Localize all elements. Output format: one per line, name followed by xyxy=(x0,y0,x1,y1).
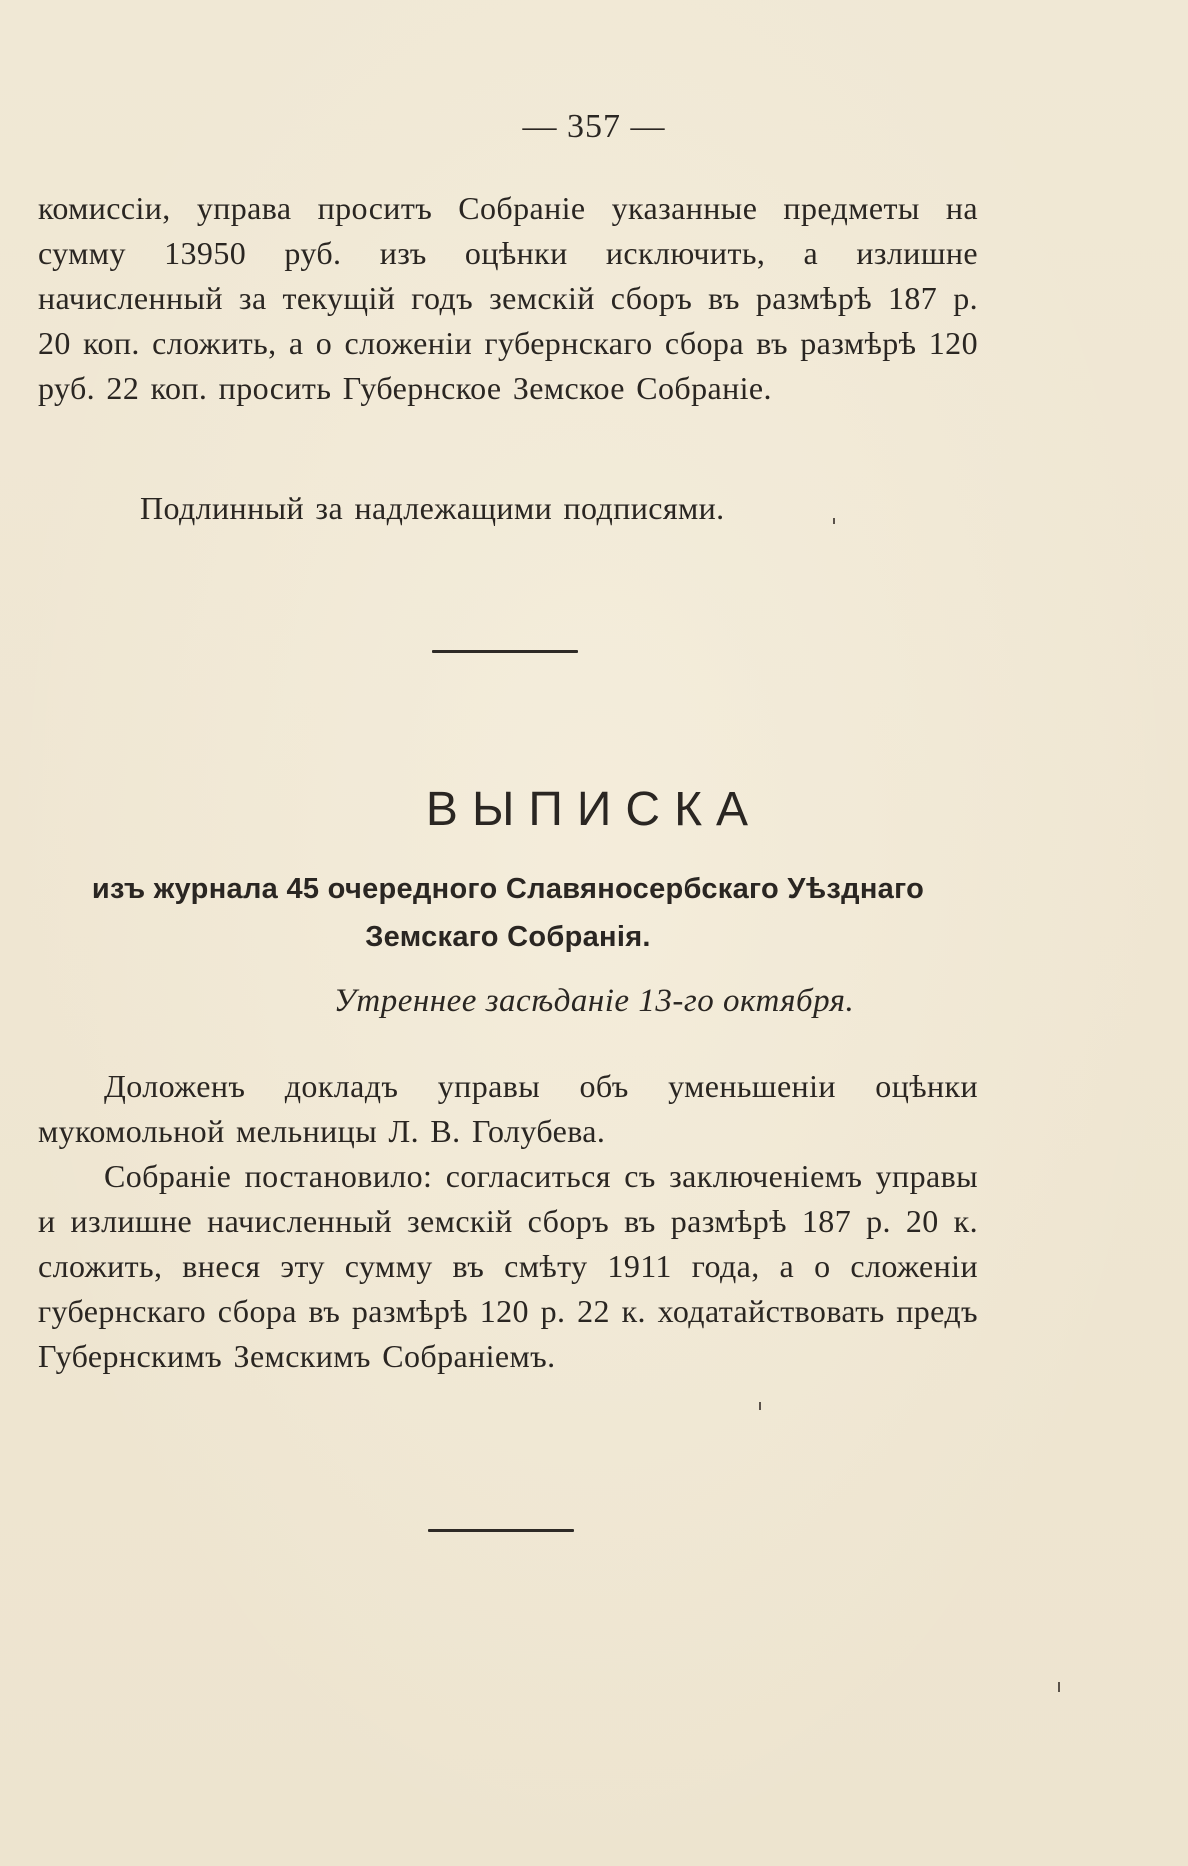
paragraph-report: Доложенъ докладъ управы объ уменьшенiи оцѣнки мукомольной мельницы Л. В. Голубева. xyxy=(38,1068,978,1149)
extract-subtitle: изъ журнала 45 очередного Славяносербскаго Уѣзднаго Земскаго Собранiя. xyxy=(91,873,925,953)
paper-speck xyxy=(833,518,835,524)
section-divider xyxy=(432,650,578,653)
end-divider xyxy=(428,1529,574,1532)
paper-speck xyxy=(759,1402,761,1410)
paragraph-original-signed: Подлинный за надлежащими подписями. xyxy=(140,490,725,526)
page-number: — 357 — xyxy=(522,108,666,145)
extract-heading: ВЫПИСКА xyxy=(425,783,763,836)
paragraph-resolution: Собранiе постановило: согласиться съ заключенiемъ управы и излишне начисленный земскiй сборъ въ размѣрѣ 187 р. 20 к. сложить, внеся эту сумму въ смѣту 1911 года, а о сложенiи губернскаго сбора въ размѣрѣ 120 р. 22 к. ходатайствовать предъ Губернскимъ Земскимъ Собранiемъ. xyxy=(38,1158,978,1374)
session-title: Утреннее засѣданiе 13-го октября. xyxy=(333,983,855,1019)
paragraph-commission-continuation: комиссiи, управа проситъ Собранiе указанные предметы на сумму 13950 руб. изъ оцѣнки исключить, а излишне начисленный за текущiй годъ земскiй сборъ въ размѣрѣ 187 р. 20 коп. сложить, а о сложенiи губернскаго сбора въ размѣрѣ 120 руб. 22 коп. просить Губернское Земское Собранiе. xyxy=(38,190,978,406)
paper-speck xyxy=(1058,1682,1060,1692)
